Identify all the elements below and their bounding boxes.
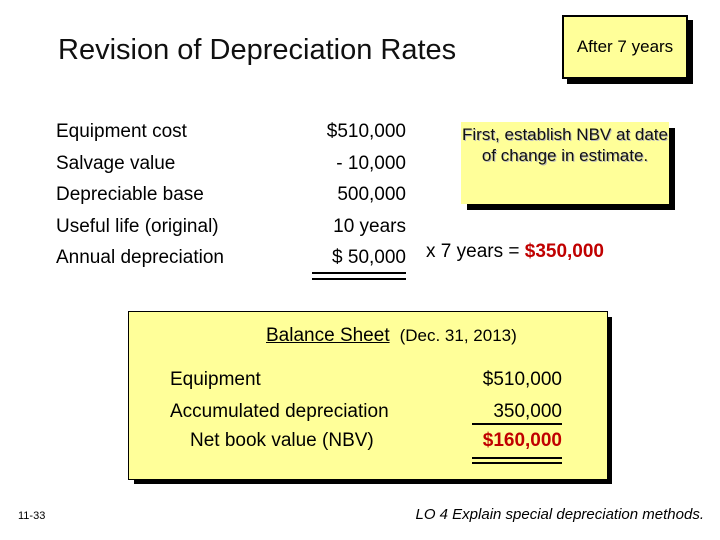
balance-sheet-row-value: 350,000 (493, 401, 562, 422)
schedule-label: Equipment cost (56, 121, 187, 142)
learning-objective-footer: LO 4 Explain special depreciation methods. (415, 506, 704, 523)
balance-sheet-total-underline-bottom (472, 462, 562, 464)
balance-sheet-row-label: Equipment (170, 369, 261, 390)
balance-sheet-total-underline-top (472, 457, 562, 459)
page-title: Revision of Depreciation Rates (58, 34, 457, 66)
balance-sheet-labels (170, 364, 389, 428)
schedule-label: Annual depreciation (56, 247, 224, 268)
schedule-label: Salvage value (56, 152, 176, 174)
balance-sheet-row-value: $510,000 (482, 369, 562, 390)
schedule-double-underline-top (312, 272, 406, 274)
schedule-values (290, 116, 406, 274)
balance-sheet-title: Balance Sheet (266, 325, 390, 346)
depreciation-calculation (426, 241, 604, 263)
accumulated-depreciation-result: $350,000 (524, 241, 604, 262)
balance-sheet-subtotal-line (472, 423, 562, 425)
schedule-value: 10 years (333, 215, 406, 237)
after-7-years-text: After 7 years (576, 37, 674, 56)
calculation-text: x 7 years = (426, 241, 520, 262)
schedule-value: - 10,000 (336, 152, 406, 174)
schedule-value: $510,000 (326, 121, 406, 142)
nbv-callout (461, 122, 669, 204)
schedule-value: 500,000 (337, 184, 406, 205)
net-book-value-label: Net book value (NBV) (190, 430, 374, 451)
balance-sheet-heading (266, 325, 517, 347)
net-book-value-amount: $160,000 (482, 430, 562, 451)
nbv-callout-text: First, establish NBV at date of change in estimate. (462, 125, 668, 165)
schedule-double-underline-bottom (312, 278, 406, 280)
schedule-labels (56, 116, 224, 274)
balance-sheet-values (450, 364, 562, 428)
schedule-label: Depreciable base (56, 184, 204, 205)
balance-sheet-row-label: Accumulated depreciation (170, 401, 389, 422)
balance-sheet-date: (Dec. 31, 2013) (399, 326, 517, 345)
slide-number: 11-33 (18, 510, 46, 522)
after-7-years-callout (562, 15, 688, 79)
schedule-label: Useful life (original) (56, 215, 219, 237)
schedule-value: $ 50,000 (332, 247, 406, 268)
